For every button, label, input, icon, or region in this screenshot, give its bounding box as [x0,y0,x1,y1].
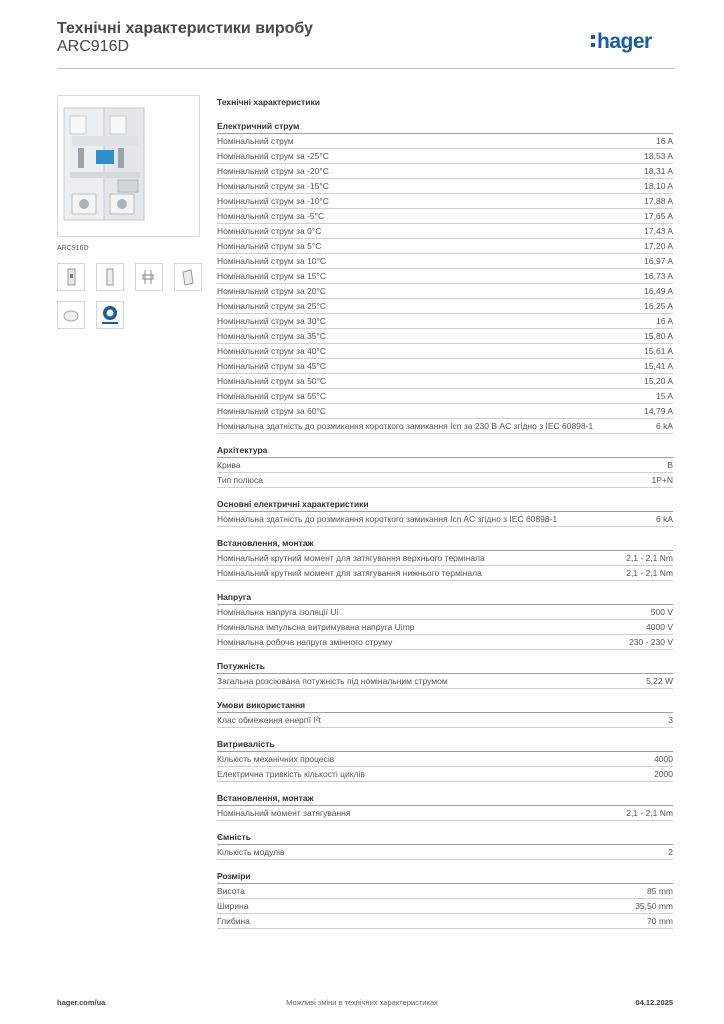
spec-row [217,914,673,929]
section-gap [217,581,673,591]
svg-text:hager: hager [597,30,652,53]
header-divider [57,68,674,69]
section-title: Потужність [217,660,673,674]
page-title: Технічні характеристики виробу [57,20,313,37]
spec-label: Загальна розсіювана потужність під номінальним струмом [217,676,448,686]
spec-value: 16,25 A [644,301,673,311]
spec-row [217,374,673,389]
spec-label: Номінальна робоча напруга змінного струму [217,637,393,647]
section-gap [217,488,673,498]
spec-value: 15 A [655,391,673,401]
spec-row [217,620,673,635]
spec-label: Клас обмеження енергії I²t [217,715,322,725]
spec-label: Номінальний струм за 5°C [217,241,322,251]
spec-value: 16,73 A [644,271,673,281]
spec-value: 18,10 A [644,181,673,191]
quality-certification-icon [97,302,123,328]
specifications-heading: Технічні характеристики [217,97,320,107]
footer-website[interactable]: hager.com/ua [57,998,106,1007]
specifications-table [217,95,673,929]
spec-row [217,767,673,782]
spec-label: Номінальний струм за 10°C [217,256,327,266]
spec-label: Номінальний струм за 55°C [217,391,327,401]
spec-label: Номінальний струм за 50°C [217,376,327,386]
spec-row [217,551,673,566]
spec-label: Номінальний струм за -20°C [217,166,329,176]
spec-label: Номінальний струм за 40°C [217,346,327,356]
spec-value: 2,1 - 2,1 Nm [626,568,673,578]
spec-label: Висота [217,886,245,896]
spec-label: Номінальна здатність до розмикання короткого замикання Icn за 230 В AC згідно з IEC 60898-1 [217,421,594,431]
section-gap [217,689,673,699]
spec-row [217,674,673,689]
spec-row [217,134,673,149]
spec-row [217,149,673,164]
spec-label: Електрична тривкість кількості циклів [217,769,365,779]
spec-row [217,884,673,899]
spec-row [217,605,673,620]
product-image [57,95,200,237]
spec-label: Номінальний струм за -10°C [217,196,329,206]
spec-label: Номінальний струм за 35°C [217,331,327,341]
spec-row [217,473,673,488]
spec-value: 18,53 A [644,151,673,161]
spec-label: Ширина [217,901,249,911]
spec-label: Тип полюса [217,475,263,485]
terminal-detail-icon [58,302,84,328]
spec-value: 2 [668,847,673,857]
section-title: Напруга [217,591,673,605]
spec-row [217,389,673,404]
wiring-diagram-icon [136,264,162,290]
footer-disclaimer: Можливі зміни в технічних характеристиках [286,998,438,1007]
spec-row [217,299,673,314]
spec-label: Кількість модулів [217,847,285,857]
spec-label: Номінальний струм за 30°C [217,316,327,326]
spec-label: Номінальний струм за 25°C [217,301,327,311]
spec-value: 2000 [654,769,673,779]
spec-value: 17,88 A [644,196,673,206]
spec-value: 6 kA [655,421,673,431]
spec-row [217,566,673,581]
spec-label: Номінальний струм за 60°C [217,406,327,416]
spec-value: 2,1 - 2,1 Nm [626,808,673,818]
spec-label: Номінальний струм [217,136,294,146]
spec-row [217,806,673,821]
spec-value: 15,41 A [644,361,673,371]
section-title: Основні електричні характеристики [217,498,673,512]
section-gap [217,821,673,831]
spec-value: 4000 V [646,622,673,632]
section-gap [217,860,673,870]
spec-value: 3 [668,715,673,725]
spec-row [217,314,673,329]
spec-row [217,713,673,728]
spec-label: Номінальна імпульсна витримувана напруга Uimp [217,622,415,632]
spec-value: 15,61 A [644,346,673,356]
section-gap [217,728,673,738]
section-title: Розміри [217,870,673,884]
spec-row [217,359,673,374]
thumbnail-detail[interactable] [57,301,85,329]
spec-label: Кількість механічних процесів [217,754,335,764]
spec-value: 70 mm [647,916,673,926]
spec-value: B [667,460,673,470]
spec-label: Номінальна здатність до розмикання короткого замикання Icn AC згідно з IEC 60898-1 [217,514,558,524]
section-title: Архітектура [217,444,673,458]
thumbnail-front[interactable] [57,263,85,291]
spec-value: 15,80 A [644,331,673,341]
spec-label: Номінальна напруга ізоляції Ui [217,607,339,617]
spec-label: Номінальний момент затягування [217,808,351,818]
product-caption: ARC916D [57,245,89,252]
footer-date: 04.12.2025 [635,998,673,1007]
product-code: ARC916D [57,38,130,55]
spec-value: 14,79 A [644,406,673,416]
spec-row [217,458,673,473]
spec-value: 17,43 A [644,226,673,236]
spec-row [217,635,673,650]
spec-row [217,512,673,527]
spec-row [217,239,673,254]
spec-row [217,254,673,269]
hager-logo [590,26,672,54]
section-title: Встановлення, монтаж [217,537,673,551]
spec-row [217,845,673,860]
section-gap [217,782,673,792]
spec-value: 17,20 A [644,241,673,251]
spec-label: Номінальний крутний момент для затягування верхнього термінала [217,553,485,563]
spec-value: 500 V [650,607,673,617]
spec-value: 230 - 230 V [629,637,673,647]
spec-row [217,419,673,434]
breaker-front-icon [58,264,84,290]
spec-row [217,194,673,209]
spec-label: Номінальний струм за -25°C [217,151,329,161]
section-title: Встановлення, монтаж [217,792,673,806]
thumbnail-diagram[interactable] [135,263,163,291]
spec-value: 4000 [654,754,673,764]
section-gap [217,527,673,537]
spec-row [217,209,673,224]
spec-row [217,899,673,914]
spec-row [217,329,673,344]
spec-label: Глибина [217,916,250,926]
spec-label: Номінальний струм за 45°C [217,361,327,371]
section-title: Електричний струм [217,120,673,134]
spec-value: 16,49 A [644,286,673,296]
section-gap [217,650,673,660]
spec-value: 35,50 mm [635,901,673,911]
spec-label: Крива [217,460,241,470]
spec-value: 16 A [655,316,673,326]
spec-value: 15,20 A [644,376,673,386]
spec-label: Номінальний струм за 15°C [217,271,327,281]
section-title: Ємність [217,831,673,845]
spec-row [217,164,673,179]
breaker-angle-icon [175,264,201,290]
spec-row [217,284,673,299]
spec-label: Номінальний струм за 0°C [217,226,322,236]
spec-value: 5,22 W [646,676,673,686]
spec-row [217,752,673,767]
thumbnail-quality-mark[interactable] [96,301,124,329]
spec-label: Номінальний крутний момент для затягування нижнього термінала [217,568,482,578]
spec-value: 1P+N [651,475,673,485]
spec-row [217,344,673,359]
spec-value: 16 A [655,136,673,146]
breaker-side-icon [97,264,123,290]
spec-row [217,179,673,194]
section-title: Витривалість [217,738,673,752]
spec-label: Номінальний струм за -15°C [217,181,329,191]
spec-value: 2,1 - 2,1 Nm [626,553,673,563]
spec-value: 18,31 A [644,166,673,176]
section-gap [217,434,673,444]
spec-row [217,224,673,239]
spec-value: 17,65 A [644,211,673,221]
thumbnail-side[interactable] [96,263,124,291]
spec-value: 6 kA [655,514,673,524]
spec-label: Номінальний струм за 20°C [217,286,327,296]
spec-label: Номінальний струм за -5°C [217,211,325,221]
spec-row [217,269,673,284]
spec-value: 16,97 A [644,256,673,266]
spec-value: 85 mm [647,886,673,896]
spec-row [217,404,673,419]
section-title: Умови використання [217,699,673,713]
thumbnail-angle[interactable] [174,263,202,291]
